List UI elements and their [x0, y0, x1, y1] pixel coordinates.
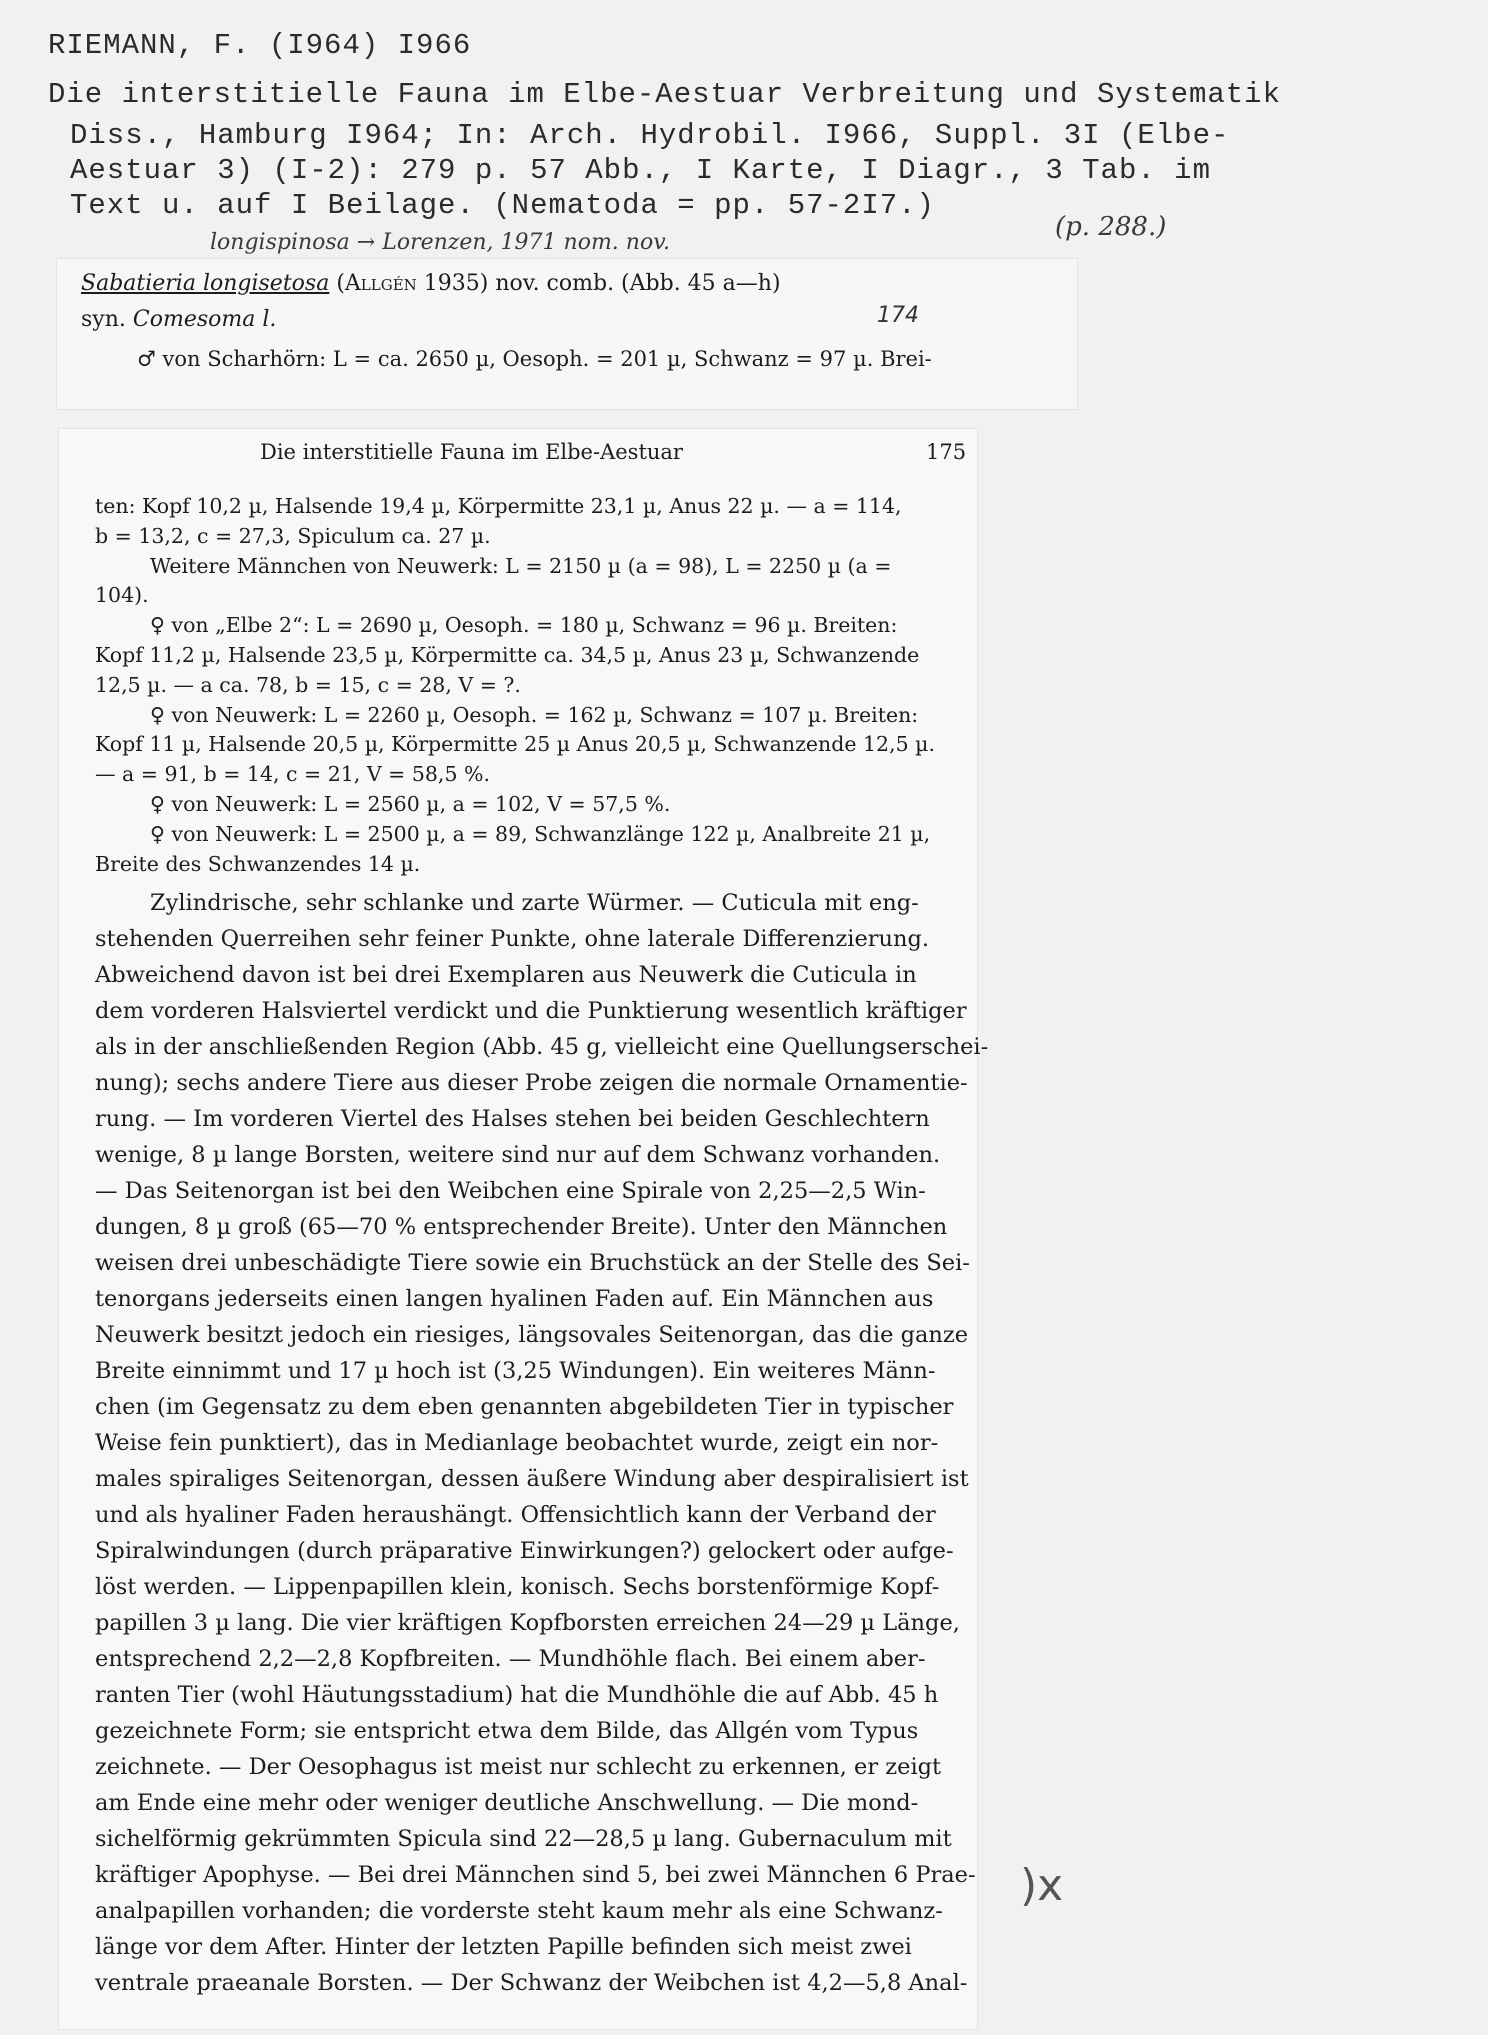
text-line: ♀ von Neuwerk: L = 2560 µ, a = 102, V = 57,5 %. [150, 791, 671, 816]
text-line: dungen, 8 µ groß (65—70 % entsprechender Breite). Unter den Männchen [95, 1214, 948, 1241]
text-line: 12,5 µ. — a ca. 78, b = 15, c = 28, V = ?. [95, 672, 521, 697]
page-number: 175 [926, 440, 967, 464]
text-line: Abweichend davon ist bei drei Exemplaren aus Neuwerk die Cuticula in [95, 962, 917, 989]
text-line: ten: Kopf 10,2 µ, Halsende 19,4 µ, Körpermitte 23,1 µ, Anus 22 µ. — a = 114, [95, 494, 902, 518]
page-body-text [95, 492, 989, 2001]
species-synonym: syn. Comesoma l. [81, 307, 277, 332]
text-line: Kopf 11,2 µ, Halsende 23,5 µ, Körpermitte ca. 34,5 µ, Anus 23 µ, Schwanzende [95, 642, 920, 667]
card-author-year: RIEMANN, F. (I964) I966 [48, 29, 472, 62]
text-line: — Das Seitenorgan ist bei den Weibchen eine Spirale von 2,25—2,5 Win- [95, 1178, 926, 1205]
catalog-card-header [48, 28, 1448, 223]
card-citation-3: Text u. auf I Beilage. (Nematoda = pp. 57-2I7.) [70, 189, 935, 222]
text-line: sichelförmig gekrümmten Spicula sind 22—28,5 µ lang. Gubernaculum mit [95, 1826, 952, 1853]
species-title: Sabatieria longisetosa (Allgén 1935) nov. comb. (Abb. 45 a—h) [81, 271, 781, 296]
text-line: analpapillen vorhanden; die vorderste steht kaum mehr als eine Schwanz- [95, 1898, 943, 1925]
text-line: länge vor dem After. Hinter der letzten Papille befinden sich meist zwei [95, 1934, 912, 1961]
text-line: Zylindrische, sehr schlanke und zarte Würmer. — Cuticula mit eng- [150, 890, 919, 917]
text-line: 104). [95, 583, 149, 608]
running-head: Die interstitielle Fauna im Elbe-Aestuar [260, 440, 683, 464]
card-citation-2: Aestuar 3) (I-2): 279 p. 57 Abb., I Karte, I Diagr., 3 Tab. im [70, 154, 1211, 187]
text-line: — a = 91, b = 14, c = 21, V = 58,5 %. [95, 762, 490, 787]
text-line: als in der anschließenden Region (Abb. 45 g, vielleicht eine Quellungserschei- [95, 1034, 989, 1061]
clipping-species-heading [56, 258, 1078, 410]
handwritten-note-synonym: longispinosa → Lorenzen, 1971 nom. nov. [210, 230, 671, 255]
text-line: nung); sechs andere Tiere aus dieser Probe zeigen die normale Ornamentie- [95, 1070, 968, 1097]
text-line: Kopf 11 µ, Halsende 20,5 µ, Körpermitte 25 µ Anus 20,5 µ, Schwanzende 12,5 µ. [95, 732, 935, 757]
handwritten-margin-mark: )x [1020, 1860, 1064, 1911]
text-line: stehenden Querreihen sehr feiner Punkte, ohne laterale Differenzierung. [95, 926, 930, 953]
handwritten-note-page: (p. 288.) [1055, 212, 1167, 242]
text-line: kräftiger Apophyse. — Bei drei Männchen sind 5, bei zwei Männchen 6 Prae- [95, 1862, 976, 1889]
text-line: b = 13,2, c = 27,3, Spiculum ca. 27 µ. [95, 523, 491, 548]
text-line: ranten Tier (wohl Häutungsstadium) hat die Mundhöhle die auf Abb. 45 h [95, 1682, 939, 1709]
text-line: ventrale praeanale Borsten. — Der Schwanz der Weibchen ist 4,2—5,8 Anal- [95, 1970, 968, 1997]
card-citation-1: Diss., Hamburg I964; In: Arch. Hydrobil. I966, Suppl. 3I (Elbe- [70, 119, 1230, 152]
species-title-rest: 1935) nov. comb. (Abb. 45 a—h) [416, 271, 781, 296]
text-line: papillen 3 µ lang. Die vier kräftigen Kopfborsten erreichen 24—29 µ Länge, [95, 1610, 960, 1637]
text-line: Weitere Männchen von Neuwerk: L = 2150 µ (a = 98), L = 2250 µ (a = [150, 553, 892, 578]
text-line: Breite des Schwanzendes 14 µ. [95, 851, 421, 876]
text-line: entsprechend 2,2—2,8 Kopfbreiten. — Mundhöhle flach. Bei einem aber- [95, 1646, 926, 1673]
text-line: Neuwerk besitzt jedoch ein riesiges, längsovales Seitenorgan, das die ganze [95, 1322, 969, 1349]
text-line: tenorgans jederseits einen langen hyalinen Faden auf. Ein Männchen aus [95, 1286, 934, 1313]
text-line: dem vorderen Halsviertel verdickt und die Punktierung wesentlich kräftiger [95, 998, 967, 1025]
text-line: rung. — Im vorderen Viertel des Halses stehen bei beiden Geschlechtern [95, 1106, 930, 1133]
handwritten-page-number: 174 [877, 303, 919, 328]
text-line: Breite einnimmt und 17 µ hoch ist (3,25 Windungen). Ein weiteres Männ- [95, 1358, 936, 1385]
card-title: Die interstitielle Fauna im Elbe-Aestuar Verbreitung und Systematik [48, 78, 1281, 111]
text-line: ♀ von „Elbe 2“: L = 2690 µ, Oesoph. = 180 µ, Schwanz = 96 µ. Breiten: [150, 613, 898, 638]
text-line: gezeichnete Form; sie entspricht etwa dem Bilde, das Allgén vom Typus [95, 1718, 919, 1745]
text-line: zeichnete. — Der Oesophagus ist meist nur schlecht zu erkennen, er zeigt [95, 1754, 942, 1781]
text-line: Spiralwindungen (durch präparative Einwirkungen?) gelockert oder aufge- [95, 1538, 954, 1565]
text-line: Weise fein punktiert), das in Medianlage beobachtet wurde, zeigt ein nor- [95, 1430, 939, 1457]
species-author: Allgén [344, 271, 417, 296]
species-name: Sabatieria longisetosa [81, 271, 330, 296]
text-line: löst werden. — Lippenpapillen klein, konisch. Sechs borstenförmige Kopf- [95, 1574, 940, 1601]
text-line: males spiraliges Seitenorgan, dessen äußere Windung aber despiralisiert ist [95, 1466, 969, 1493]
text-line: am Ende eine mehr oder weniger deutliche Anschwellung. — Die mond- [95, 1790, 919, 1817]
text-line: weisen drei unbeschädigte Tiere sowie ein Bruchstück an der Stelle des Sei- [95, 1250, 970, 1277]
species-first-measurement: ♂ von Scharhörn: L = ca. 2650 µ, Oesoph. = 201 µ, Schwanz = 97 µ. Brei- [137, 347, 932, 371]
text-line: ♀ von Neuwerk: L = 2500 µ, a = 89, Schwanzlänge 122 µ, Analbreite 21 µ, [150, 821, 931, 846]
text-line: chen (im Gegensatz zu dem eben genannten abgebildeten Tier in typischer [95, 1394, 954, 1421]
text-line: ♀ von Neuwerk: L = 2260 µ, Oesoph. = 162 µ, Schwanz = 107 µ. Breiten: [150, 702, 919, 727]
text-line: wenige, 8 µ lange Borsten, weitere sind nur auf dem Schwanz vorhanden. [95, 1142, 941, 1169]
text-line: und als hyaliner Faden heraushängt. Offensichtlich kann der Verband der [95, 1502, 936, 1529]
